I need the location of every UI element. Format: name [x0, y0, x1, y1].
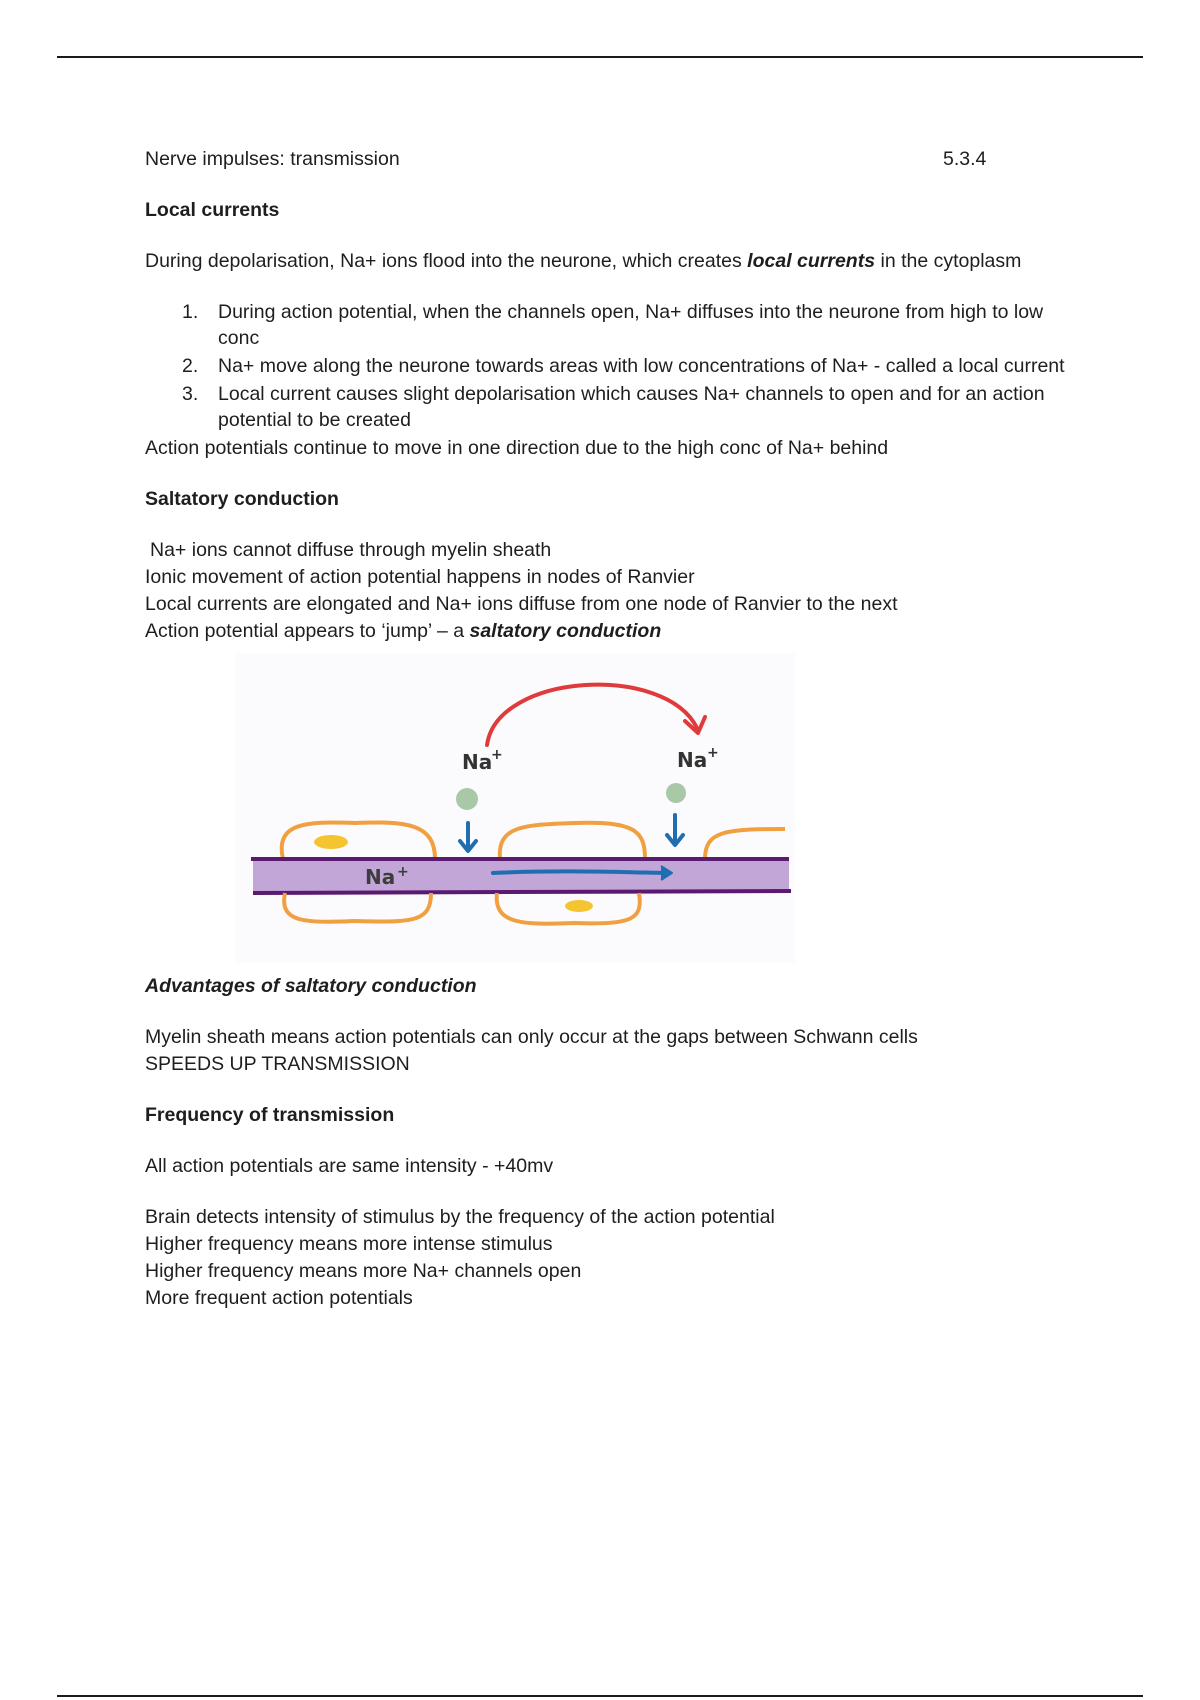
nucleus-2 [565, 900, 593, 912]
bottom-rule [57, 1695, 1143, 1697]
saltatory-line-2: Ionic movement of action potential happens in nodes of Ranvier [145, 566, 695, 588]
advantages-line-2: SPEEDS UP TRANSMISSION [145, 1053, 410, 1075]
list-text: Na+ move along the neurone towards areas with low concentrations of Na+ - called a local current [218, 355, 1065, 377]
saltatory-line-4 [145, 618, 1065, 645]
list-item [145, 353, 1065, 379]
na-charge-right: + [707, 745, 719, 761]
list-item [145, 299, 1065, 351]
saltatory-diagram [145, 653, 1065, 973]
list-text: Local current causes slight depolarisation which causes Na+ channels to open and for an action potential to be created [218, 383, 1045, 431]
frequency-line-2: Brain detects intensity of stimulus by the frequency of the action potential [145, 1206, 775, 1228]
section-reference: 5.3.4 [943, 148, 987, 170]
ion-right [666, 783, 686, 803]
list-number: 2. [182, 355, 199, 377]
frequency-heading: Frequency of transmission [145, 1104, 395, 1126]
document-body [145, 146, 1065, 1312]
na-charge-left: + [491, 747, 503, 763]
advantages-line-1: Myelin sheath means action potentials can only occur at the gaps between Schwann cells [145, 1026, 918, 1048]
local-currents-heading: Local currents [145, 199, 280, 221]
list-text: During action potential, when the channels open, Na+ diffuses into the neurone from high to low conc [218, 301, 1044, 349]
list-item [145, 381, 1065, 433]
local-currents-intro [145, 248, 1065, 275]
intro-text-end: in the cytoplasm [875, 250, 1022, 272]
ion-left [456, 788, 478, 810]
local-currents-term: local currents [747, 250, 876, 272]
frequency-line-1: All action potentials are same intensity - +40mv [145, 1155, 554, 1177]
saltatory-term: saltatory conduction [469, 620, 662, 642]
saltatory-line-3: Local currents are elongated and Na+ ions diffuse from one node of Ranvier to the next [145, 593, 898, 615]
frequency-line-3: Higher frequency means more intense stimulus [145, 1233, 553, 1255]
local-current-arrow [493, 871, 669, 873]
frequency-line-5: More frequent action potentials [145, 1287, 413, 1309]
nucleus-1 [314, 835, 348, 849]
na-charge-axon: + [397, 864, 409, 880]
advantages-heading: Advantages of saltatory conduction [145, 975, 477, 997]
local-current-steps [145, 299, 1065, 433]
saltatory-line-1: Na+ ions cannot diffuse through myelin sheath [150, 539, 552, 561]
saltatory-diagram-svg [235, 653, 795, 963]
saltatory-line-4-text: Action potential appears to ‘jump’ – a [145, 620, 470, 642]
diagram-background [235, 653, 795, 963]
axon [253, 859, 789, 893]
list-number: 1. [182, 301, 199, 323]
list-number: 3. [182, 383, 199, 405]
frequency-line-4: Higher frequency means more Na+ channels open [145, 1260, 582, 1282]
top-rule [57, 56, 1143, 58]
intro-text-start: During depolarisation, Na+ ions flood into the neurone, which creates [145, 250, 748, 272]
na-label-left: Na [462, 750, 493, 774]
na-label-right: Na [677, 748, 708, 772]
axon-membrane-bottom [253, 891, 791, 893]
local-currents-summary: Action potentials continue to move in one direction due to the high conc of Na+ behind [145, 437, 889, 459]
saltatory-heading: Saltatory conduction [145, 488, 339, 510]
title-row [145, 146, 1065, 173]
page-title: Nerve impulses: transmission [145, 148, 400, 170]
na-label-axon: Na [365, 865, 396, 889]
